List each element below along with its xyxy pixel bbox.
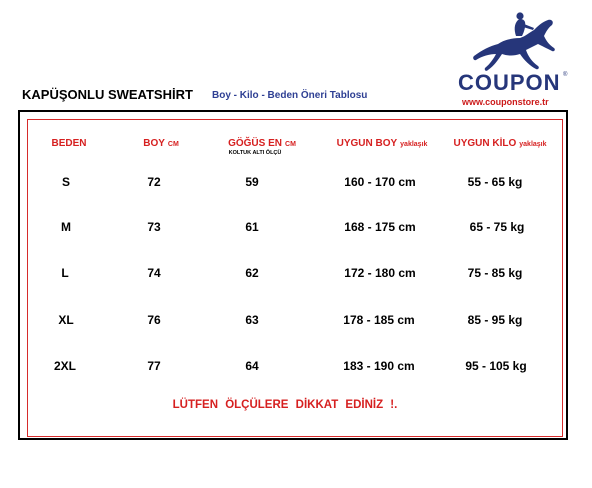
table-cell-uygun-boy: 168 - 175 cm [344,220,416,234]
table-cell-gogus-en: 61 [245,220,259,234]
column-header-label: GÖĞÜS EN [228,138,283,149]
column-header-label: BOY [143,138,165,149]
column-header-label: UYGUN KİLO [453,138,517,149]
table-cell-beden: L [61,266,69,280]
column-header-sublabel: KOLTUK ALTI ÖLÇÜ [228,150,282,156]
column-header-unit: CM [285,141,296,148]
measurement-warning: LÜTFEN ÖLÇÜLERE DİKKAT EDİNİZ !. [172,399,398,411]
column-header-beden [51,138,86,149]
brand-website: www.couponstore.tr [462,97,549,107]
table-cell-uygun-kilo: 65 - 75 kg [469,220,525,234]
brand-name: COUPON [458,70,561,95]
table-cell-gogus-en: 59 [245,175,259,189]
table-cell-uygun-kilo: 95 - 105 kg [465,359,527,373]
horse-rider-jumping-icon [468,10,560,76]
registered-mark: ® [563,72,568,78]
table-cell-uygun-kilo: 55 - 65 kg [467,175,523,189]
table-cell-gogus-en: 64 [245,359,259,373]
column-header-uygun-boy [337,138,428,149]
size-chart-subtitle: Boy - Kilo - Beden Öneri Tablosu [212,90,368,101]
table-cell-beden: M [61,220,71,234]
table-cell-uygun-boy: 183 - 190 cm [343,359,415,373]
table-cell-beden: S [61,175,71,189]
table-cell-uygun-boy: 178 - 185 cm [343,313,415,327]
table-cell-boy: 76 [147,313,161,327]
table-cell-beden: 2XL [53,359,77,373]
table-cell-beden: XL [58,313,74,327]
column-header-label: UYGUN BOY [336,138,398,149]
table-cell-gogus-en: 62 [245,266,259,280]
table-cell-uygun-boy: 160 - 170 cm [344,175,416,189]
column-header-unit: yaklaşık [400,141,428,148]
table-cell-boy: 73 [147,220,161,234]
column-header-unit: yaklaşık [519,141,547,148]
table-cell-boy: 74 [147,266,161,280]
table-cell-uygun-kilo: 85 - 95 kg [467,313,523,327]
column-header-uygun-kilo [453,138,546,149]
column-header-unit: CM [167,141,179,148]
table-cell-uygun-boy: 172 - 180 cm [344,266,416,280]
table-cell-uygun-kilo: 75 - 85 kg [467,266,523,280]
table-cell-gogus-en: 63 [245,313,259,327]
column-header-gogus-en [228,138,296,149]
column-header-label: BEDEN [51,138,87,149]
product-title: KAPÜŞONLU SWEATSHİRT [22,87,193,102]
column-header-boy [143,138,179,149]
table-cell-boy: 77 [147,359,161,373]
table-cell-boy: 72 [147,175,161,189]
